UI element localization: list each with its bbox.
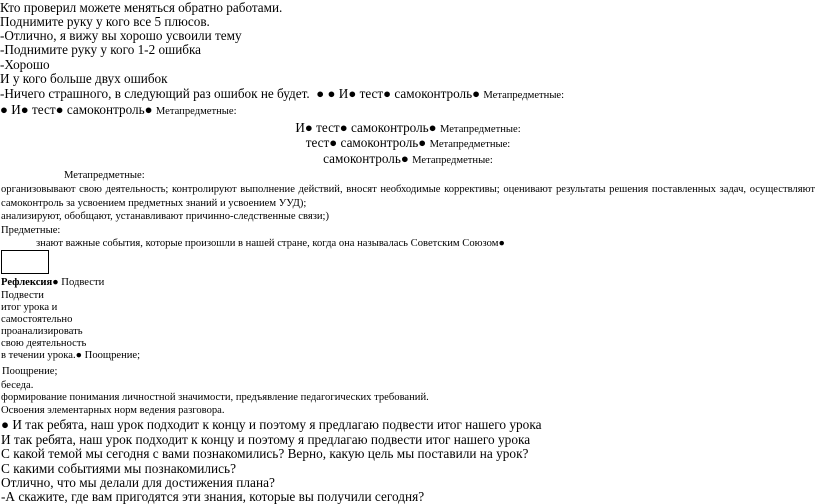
cascade-line-2 (0, 121, 816, 136)
intro-line-7-text: -Ничего страшного, в следующий раз ошибок не будет. (0, 86, 310, 101)
meta-paragraph-2: самоконтроль за усвоением предметных знаний и усвоением УУД); (1, 198, 307, 209)
reflection-title-rest: Подвести (58, 277, 105, 288)
cascade-line-3-text: тест● самоконтроль● (305, 135, 427, 150)
intro-line-7-meta: Метапредметные: (483, 90, 565, 101)
intro-line-3: -Отлично, я вижу вы хорошо усвоили тему (0, 28, 242, 43)
cascade-line-3 (0, 136, 816, 151)
outcome-line-1: формирование понимания личностной значимости, предъявление педагогических требований. (1, 392, 429, 403)
intro-line-5: -Хорошо (0, 57, 50, 72)
cascade-line-1 (0, 103, 237, 118)
cascade-line-1-meta: Метапредметные: (155, 106, 237, 117)
intro-line-7-bullets: ● ● И● тест● самоконтроль● (316, 86, 481, 101)
outcome-line-2: Освоения элементарных норм ведения разговора. (1, 405, 225, 416)
cascade-line-4 (0, 152, 816, 167)
meta-paragraph-1: организовывают свою деятельность; контролируют выполнение действий, вносят необходимые коррективы; оценивают результаты решения поставленных задач, осуществляют (1, 184, 815, 195)
closing-line-3: С какой темой мы сегодня с вами познакомились? Верно, какую цель мы поставили на урок? (1, 446, 529, 461)
closing-line-1: ● И так ребята, наш урок подходит к концу и поэтому я предлагаю подвести итог нашего урока (1, 417, 542, 432)
reflection-reward: Поощрение; (2, 366, 58, 377)
intro-line-6: И у кого больше двух ошибок (0, 71, 168, 86)
reflection-line-3: самостоятельно (1, 314, 73, 325)
intro-line-4: -Поднимите руку у кого 1-2 ошибка (0, 42, 202, 57)
reflection-line-4: проанализировать (1, 326, 83, 337)
intro-line-1: Кто проверил можете меняться обратно работами. (0, 0, 283, 15)
reflection-line-1: Подвести (1, 290, 44, 301)
cascade-line-2-text: И● тест● самоконтроль● (295, 120, 437, 135)
cascade-line-3-meta: Метапредметные: (429, 139, 511, 150)
reflection-line-5: свою деятельность (1, 338, 87, 349)
intro-line-7 (0, 87, 564, 102)
closing-line-5: Отлично, что мы делали для достижения плана? (1, 475, 275, 490)
subject-text: знают важные события, которые произошли в нашей стране, когда она называлась Советским Союзом● (36, 238, 505, 249)
cascade-line-4-meta: Метапредметные: (412, 155, 493, 166)
intro-line-2: Поднимите руку у кого все 5 плюсов. (0, 14, 210, 29)
reflection-talk: беседа. (1, 380, 34, 391)
cascade-line-1-text: ● И● тест● самоконтроль● (0, 102, 153, 117)
closing-line-4: С какими событиями мы познакомились? (1, 461, 236, 476)
subject-heading: Предметные: (1, 225, 61, 236)
empty-box (1, 250, 49, 274)
reflection-line-2: итог урока и (1, 302, 58, 313)
reflection-last-line: в течении урока.● Поощрение; (1, 350, 141, 361)
cascade-line-4-text: самоконтроль● (323, 151, 409, 166)
closing-line-2: И так ребята, наш урок подходит к концу и поэтому я предлагаю подвести итог нашего урока (1, 432, 531, 447)
closing-line-6: -А скажите, где вам пригодятся эти знания, которые вы получили сегодня? (1, 489, 425, 504)
meta-paragraph-3: анализируют, обобщают, устанавливают причинно-следственные связи;) (1, 211, 330, 222)
cascade-line-2-meta: Метапредметные: (439, 124, 521, 135)
reflection-title-line (1, 277, 104, 289)
meta-heading: Метапредметные: (64, 170, 145, 181)
reflection-title: Рефлексия● (1, 277, 59, 288)
